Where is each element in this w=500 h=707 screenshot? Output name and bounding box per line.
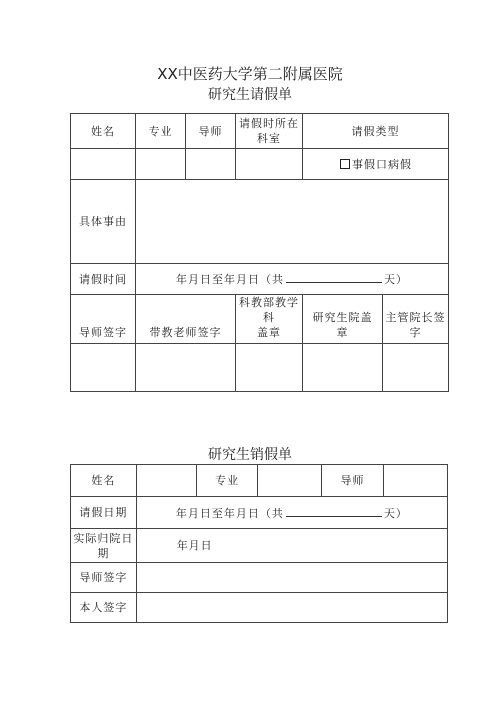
self-sign-row: [71, 593, 448, 623]
cancel-form-title: 研究生销假单: [208, 447, 292, 463]
leave-cancel-table: [70, 464, 448, 623]
period-days-blank[interactable]: [286, 271, 382, 283]
self-sign-cell[interactable]: [136, 593, 447, 623]
edu-dept-stamp-line1: 科教部教学科: [239, 296, 299, 324]
cancel-header-row: [71, 465, 448, 497]
reason-row: [71, 180, 449, 264]
tutor-signature-cell[interactable]: [71, 344, 136, 392]
signature-row: [71, 344, 449, 392]
return-date-label-line2: 期: [97, 546, 110, 560]
period-row: [71, 264, 449, 295]
leave-type-options-label: 事假口病假: [352, 157, 412, 171]
department-header: [236, 114, 303, 149]
tutor-sign-row: [71, 563, 448, 593]
return-date-label: [71, 529, 137, 563]
name-header: 姓名: [71, 114, 136, 149]
cancel-major-cell[interactable]: [257, 465, 321, 497]
edu-dept-stamp-label: [236, 295, 303, 344]
cancel-tutor-sign-label: 导师签字: [71, 563, 137, 593]
major-cell[interactable]: [136, 149, 186, 180]
entry-row: [71, 149, 449, 180]
cancel-name-label: 姓名: [71, 465, 137, 497]
leave-form-title: 研究生请假单: [208, 87, 292, 103]
cancel-major-label: 专业: [197, 465, 258, 497]
return-date-row: [71, 529, 448, 563]
tutor-cell[interactable]: [186, 149, 236, 180]
dean-signature-cell[interactable]: [383, 344, 449, 392]
leave-date-days-blank[interactable]: [286, 505, 382, 517]
self-sign-label: 本人签字: [71, 593, 137, 623]
teacher-signature-cell[interactable]: [136, 344, 236, 392]
period-suffix: 天）: [384, 273, 408, 286]
leave-request-table: [70, 113, 449, 392]
hospital-title: XX中医药大学第二附属医院: [157, 65, 343, 83]
period-prefix: 年月日至年月日（共: [176, 273, 284, 286]
tutor-signature-label: 导师签字: [71, 295, 136, 344]
header-row: [71, 114, 449, 149]
grad-school-stamp-line2: 章: [336, 326, 349, 339]
major-header: 专业: [136, 114, 186, 149]
period-label: 请假时间: [71, 264, 136, 295]
edu-dept-stamp-cell[interactable]: [236, 344, 303, 392]
teacher-signature-label: 带教老师签字: [136, 295, 236, 344]
tutor-header: 导师: [186, 114, 236, 149]
edu-dept-stamp-line2: 盖章: [257, 326, 281, 339]
grad-school-stamp-label: [303, 295, 383, 344]
signature-header-row: [71, 295, 449, 344]
dean-signature-label: 主管院长签字: [383, 295, 449, 344]
department-header-line2: 科室: [257, 132, 281, 145]
return-date-cell[interactable]: 年月日: [136, 529, 447, 563]
reason-cell[interactable]: [136, 180, 449, 264]
cancel-tutor-cell[interactable]: [384, 465, 448, 497]
leave-date-prefix: 年月日至年月日（共: [175, 506, 284, 520]
cancel-tutor-label: 导师: [321, 465, 384, 497]
grad-school-stamp-line1: 研究生院盖: [312, 311, 373, 324]
leave-type-options: [303, 149, 449, 180]
department-header-line1: 请假时所在: [239, 117, 299, 130]
leave-date-suffix: 天）: [383, 506, 408, 520]
grad-school-stamp-cell[interactable]: [303, 344, 383, 392]
cancel-name-cell[interactable]: [136, 465, 197, 497]
period-cell: [136, 264, 449, 295]
leave-date-row: [71, 497, 448, 529]
leave-date-label: 请假日期: [71, 497, 137, 529]
return-date-label-line1: 实际归院日: [73, 531, 134, 545]
leave-type-header: 请假类型: [303, 114, 449, 149]
leave-date-cell: [136, 497, 447, 529]
cancel-tutor-sign-cell[interactable]: [136, 563, 447, 593]
name-cell[interactable]: [71, 149, 136, 180]
leave-type-checkbox[interactable]: [340, 159, 350, 169]
department-cell[interactable]: [236, 149, 303, 180]
reason-label: 具体事由: [71, 180, 136, 264]
